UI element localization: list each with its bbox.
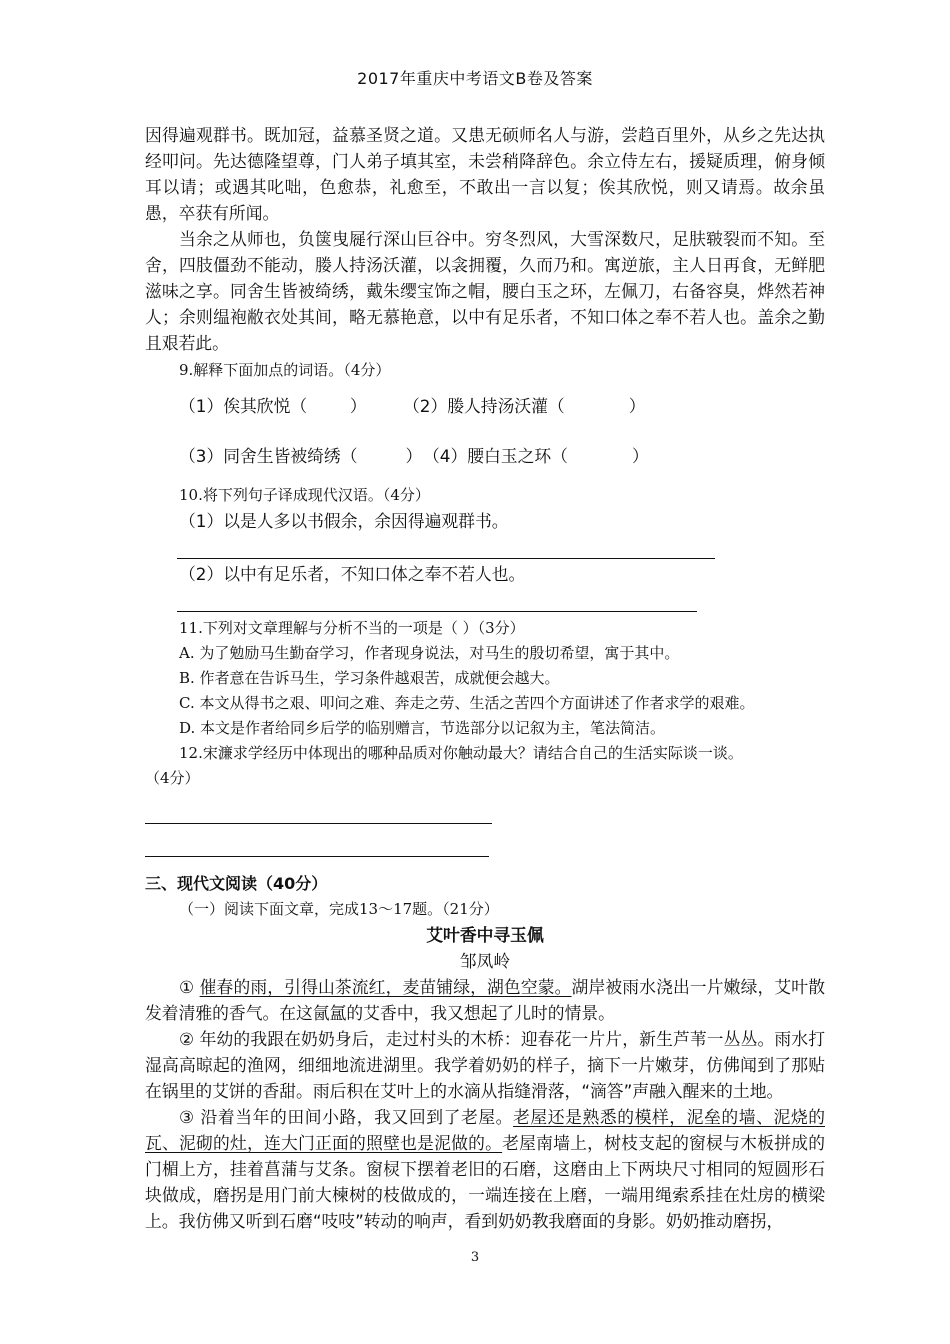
underlined-sentence: 老屋还是熟悉的模样，泥垒的墙、泥烧的瓦、泥砌的灶，连大门正面的照壁也是泥做的。 xyxy=(145,1107,825,1153)
question-12-stem: 12.宋濂求学经历中体现出的哪种品质对你触动最大？请结合自己的生活实际谈一谈。 xyxy=(179,744,743,762)
paragraph-text: ③ 沿着当年的田间小路，我又回到了老屋。 xyxy=(179,1107,514,1127)
question-11-option-a: A. 为了勉励马生勤奋学习，作者现身说法，对马生的殷切希望，寓于其中。 xyxy=(179,644,680,662)
page-header: 2017年重庆中考语文B卷及答案 xyxy=(357,69,593,88)
article-author: 邹凤岭 xyxy=(459,951,511,971)
answer-line[interactable] xyxy=(145,799,492,824)
question-11-option-b: B. 作者意在告诉马生，学习条件越艰苦，成就便会越大。 xyxy=(179,669,560,687)
question-9-stem: 9.解释下面加点的词语。（4分） xyxy=(179,361,391,379)
section-heading: 三、现代文阅读（40分） xyxy=(145,874,328,893)
answer-line[interactable] xyxy=(145,832,489,857)
question-10-sentence: （1）以是人多以书假余，余因得遍观群书。 xyxy=(179,511,509,531)
question-11-option-d: D. 本文是作者给同乡后学的临别赠言，节选部分以记叙为主，笔法简洁。 xyxy=(179,719,666,737)
question-9-row xyxy=(145,443,825,469)
question-9-row xyxy=(145,393,825,419)
paragraph-number: ① xyxy=(179,977,195,997)
answer-line[interactable] xyxy=(177,534,715,559)
question-10-stem: 10.将下列句子译成现代汉语。（4分） xyxy=(179,486,430,504)
question-9-item: （3）同舍生皆被绮绣（ ） xyxy=(179,446,423,466)
section-instructions: （一）阅读下面文章，完成13～17题。（21分） xyxy=(179,900,499,918)
question-12-points: （4分） xyxy=(145,769,200,787)
answer-line[interactable] xyxy=(177,587,697,612)
paragraph-text: 湖岸被雨水浇出一片嫩绿，艾叶散发着清雅的香气。在这氤氲的艾香中，我又想起了儿时的情景。 xyxy=(145,977,825,1023)
passage-paragraph: 因得遍观群书。既加冠，益慕圣贤之道。又患无硕师名人与游，尝趋百里外，从乡之先达执经叩问。先达德隆望尊，门人弟子填其室，未尝稍降辞色。余立侍左右，援疑质理，俯身倾耳以请；或遇其叱咄，色愈恭，礼愈至，不敢出一言以复；俟其欣悦，则又请焉。故余虽愚，卒获有所闻。 xyxy=(145,125,825,223)
paragraph-text: 老屋南墙上，树枝支起的窗棂与木板拼成的门楣上方，挂着菖蒲与艾条。窗棂下摆着老旧的石磨，这磨由上下两块尺寸相同的短圆形石块做成，磨拐是用门前大楝树的枝做成的，一端连接在上磨，一端用绳索系挂在灶房的横梁上。我仿佛又听到石磨“吱吱”转动的响声，看到奶奶教我磨面的身影。奶奶推动磨拐， xyxy=(145,1133,825,1231)
question-9-item: （1）俟其欣悦（ ） xyxy=(179,396,367,416)
question-11-stem: 11.下列对文章理解与分析不当的一项是（ ）（3分） xyxy=(179,619,525,637)
question-10-sentence: （2）以中有足乐者，不知口体之奉不若人也。 xyxy=(179,564,526,584)
passage-paragraph: 当余之从师也，负箧曳屣行深山巨谷中。穷冬烈风，大雪深数尺，足肤皲裂而不知。至舍，四肢僵劲不能动，媵人持汤沃灌，以衾拥覆，久而乃和。寓逆旅，主人日再食，无鲜肥滋味之享。同舍生皆被绮绣，戴朱缨宝饰之帽，腰白玉之环，左佩刀，右备容臭，烨然若神人；余则缊袍敝衣处其间，略无慕艳意，以中有足乐者，不知口体之奉不若人也。盖余之勤且艰若此。 xyxy=(145,229,825,353)
underlined-sentence: 催春的雨，引得山茶流红，麦苗铺绿，湖色空蒙。 xyxy=(199,977,572,997)
question-11-option-c: C. 本文从得书之艰、叩问之难、奔走之劳、生活之苦四个方面讲述了作者求学的艰难。 xyxy=(179,694,755,712)
article-title: 艾叶香中寻玉佩 xyxy=(426,925,544,945)
article-paragraph xyxy=(145,974,825,1026)
question-9-item: （2）媵人持汤沃灌（ ） xyxy=(403,396,646,416)
page-number: 3 xyxy=(470,1250,480,1265)
article-paragraph xyxy=(145,1104,825,1234)
page-content xyxy=(145,122,825,1234)
article-paragraph: ② 年幼的我跟在奶奶身后，走过村头的木桥：迎春花一片片，新生芦苇一丛丛。雨水打湿高高晾起的渔网，细细地流进湖里。我学着奶奶的样子，摘下一片嫩芽，仿佛闻到了那贴在锅里的艾饼的香甜。雨后积在艾叶上的水滴从指缝滑落，“滴答”声融入醒来的土地。 xyxy=(145,1029,825,1101)
question-9-item: （4）腰白玉之环（ ） xyxy=(423,446,649,466)
